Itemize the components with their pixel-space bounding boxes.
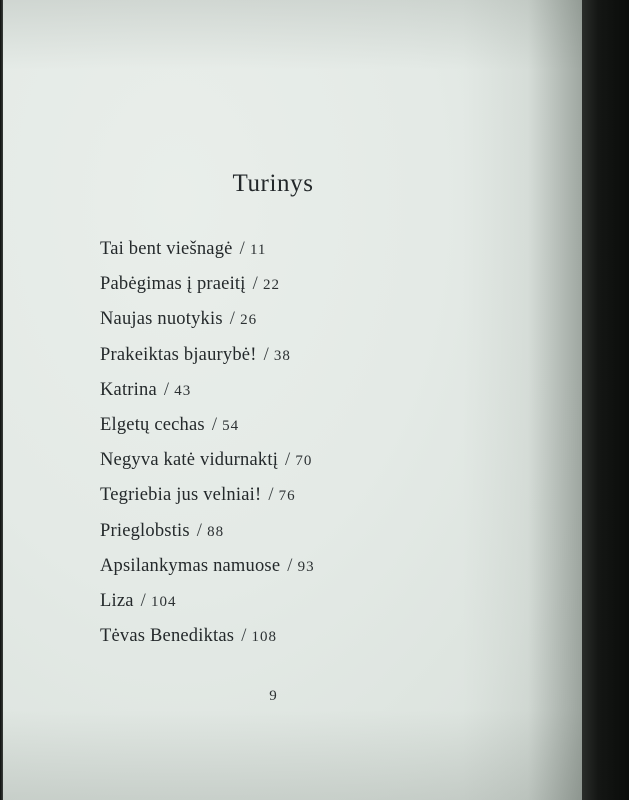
list-item bbox=[100, 619, 520, 654]
toc-entry-page: 43 bbox=[174, 382, 192, 399]
toc-separator: / bbox=[140, 591, 147, 612]
toc-separator: / bbox=[287, 555, 293, 576]
toc-separator: / bbox=[241, 626, 247, 647]
toc-entry-title: Prieglobstis bbox=[100, 520, 190, 541]
list-item bbox=[100, 338, 520, 373]
toc-entry-page: 76 bbox=[278, 488, 296, 505]
toc-separator: / bbox=[229, 309, 236, 330]
list-item bbox=[100, 584, 520, 619]
list-item bbox=[100, 267, 520, 302]
list-item bbox=[100, 443, 520, 478]
toc-entry-page: 38 bbox=[273, 347, 291, 364]
toc-entry-page: 104 bbox=[151, 594, 177, 611]
table-of-contents-list bbox=[100, 232, 520, 654]
toc-entry-title: Prakeiktas bjaurybė! bbox=[100, 344, 257, 365]
toc-entry-page: 54 bbox=[222, 418, 240, 435]
toc-entry-page: 93 bbox=[297, 558, 315, 575]
toc-entry-title: Negyva katė vidurnaktį bbox=[100, 450, 279, 471]
list-item bbox=[100, 373, 520, 408]
toc-entry-title: Pabėgimas į praeitį bbox=[100, 274, 246, 295]
toc-entry-title: Tai bent viešnagė bbox=[100, 239, 233, 259]
toc-entry-title: Liza bbox=[100, 591, 134, 612]
toc-entry-page: 26 bbox=[240, 312, 258, 329]
toc-separator: / bbox=[163, 379, 170, 400]
toc-separator: / bbox=[285, 450, 291, 471]
toc-entry-title: Apsilankymas namuose bbox=[100, 555, 281, 576]
toc-entry-title: Katrina bbox=[100, 379, 157, 400]
list-item bbox=[100, 514, 520, 549]
toc-entry-page: 88 bbox=[207, 523, 225, 540]
list-item bbox=[100, 478, 520, 513]
toc-entry-page: 70 bbox=[295, 453, 313, 470]
printed-page bbox=[3, 0, 582, 800]
toc-entry-page: 22 bbox=[262, 277, 280, 294]
list-item bbox=[100, 302, 520, 337]
list-item bbox=[100, 232, 520, 267]
toc-entry-page: 108 bbox=[251, 629, 278, 646]
toc-separator: / bbox=[211, 415, 218, 436]
toc-entry-page: 11 bbox=[249, 242, 267, 258]
toc-separator: / bbox=[196, 520, 203, 541]
toc-separator: / bbox=[268, 485, 274, 506]
book-spine-gutter bbox=[582, 0, 629, 800]
list-item bbox=[100, 549, 520, 584]
page-content bbox=[3, 0, 582, 800]
toc-separator: / bbox=[252, 274, 258, 295]
toc-entry-title: Elgetų cechas bbox=[100, 415, 205, 436]
toc-separator: / bbox=[239, 239, 245, 259]
list-item bbox=[100, 408, 520, 443]
toc-separator: / bbox=[263, 344, 269, 365]
page-title: Turinys bbox=[232, 170, 314, 197]
toc-entry-title: Naujas nuotykis bbox=[100, 309, 223, 330]
toc-entry-title: Tegriebia jus velniai! bbox=[100, 485, 262, 506]
toc-entry-title: Tėvas Benediktas bbox=[100, 626, 235, 647]
page-number: 9 bbox=[269, 688, 277, 704]
